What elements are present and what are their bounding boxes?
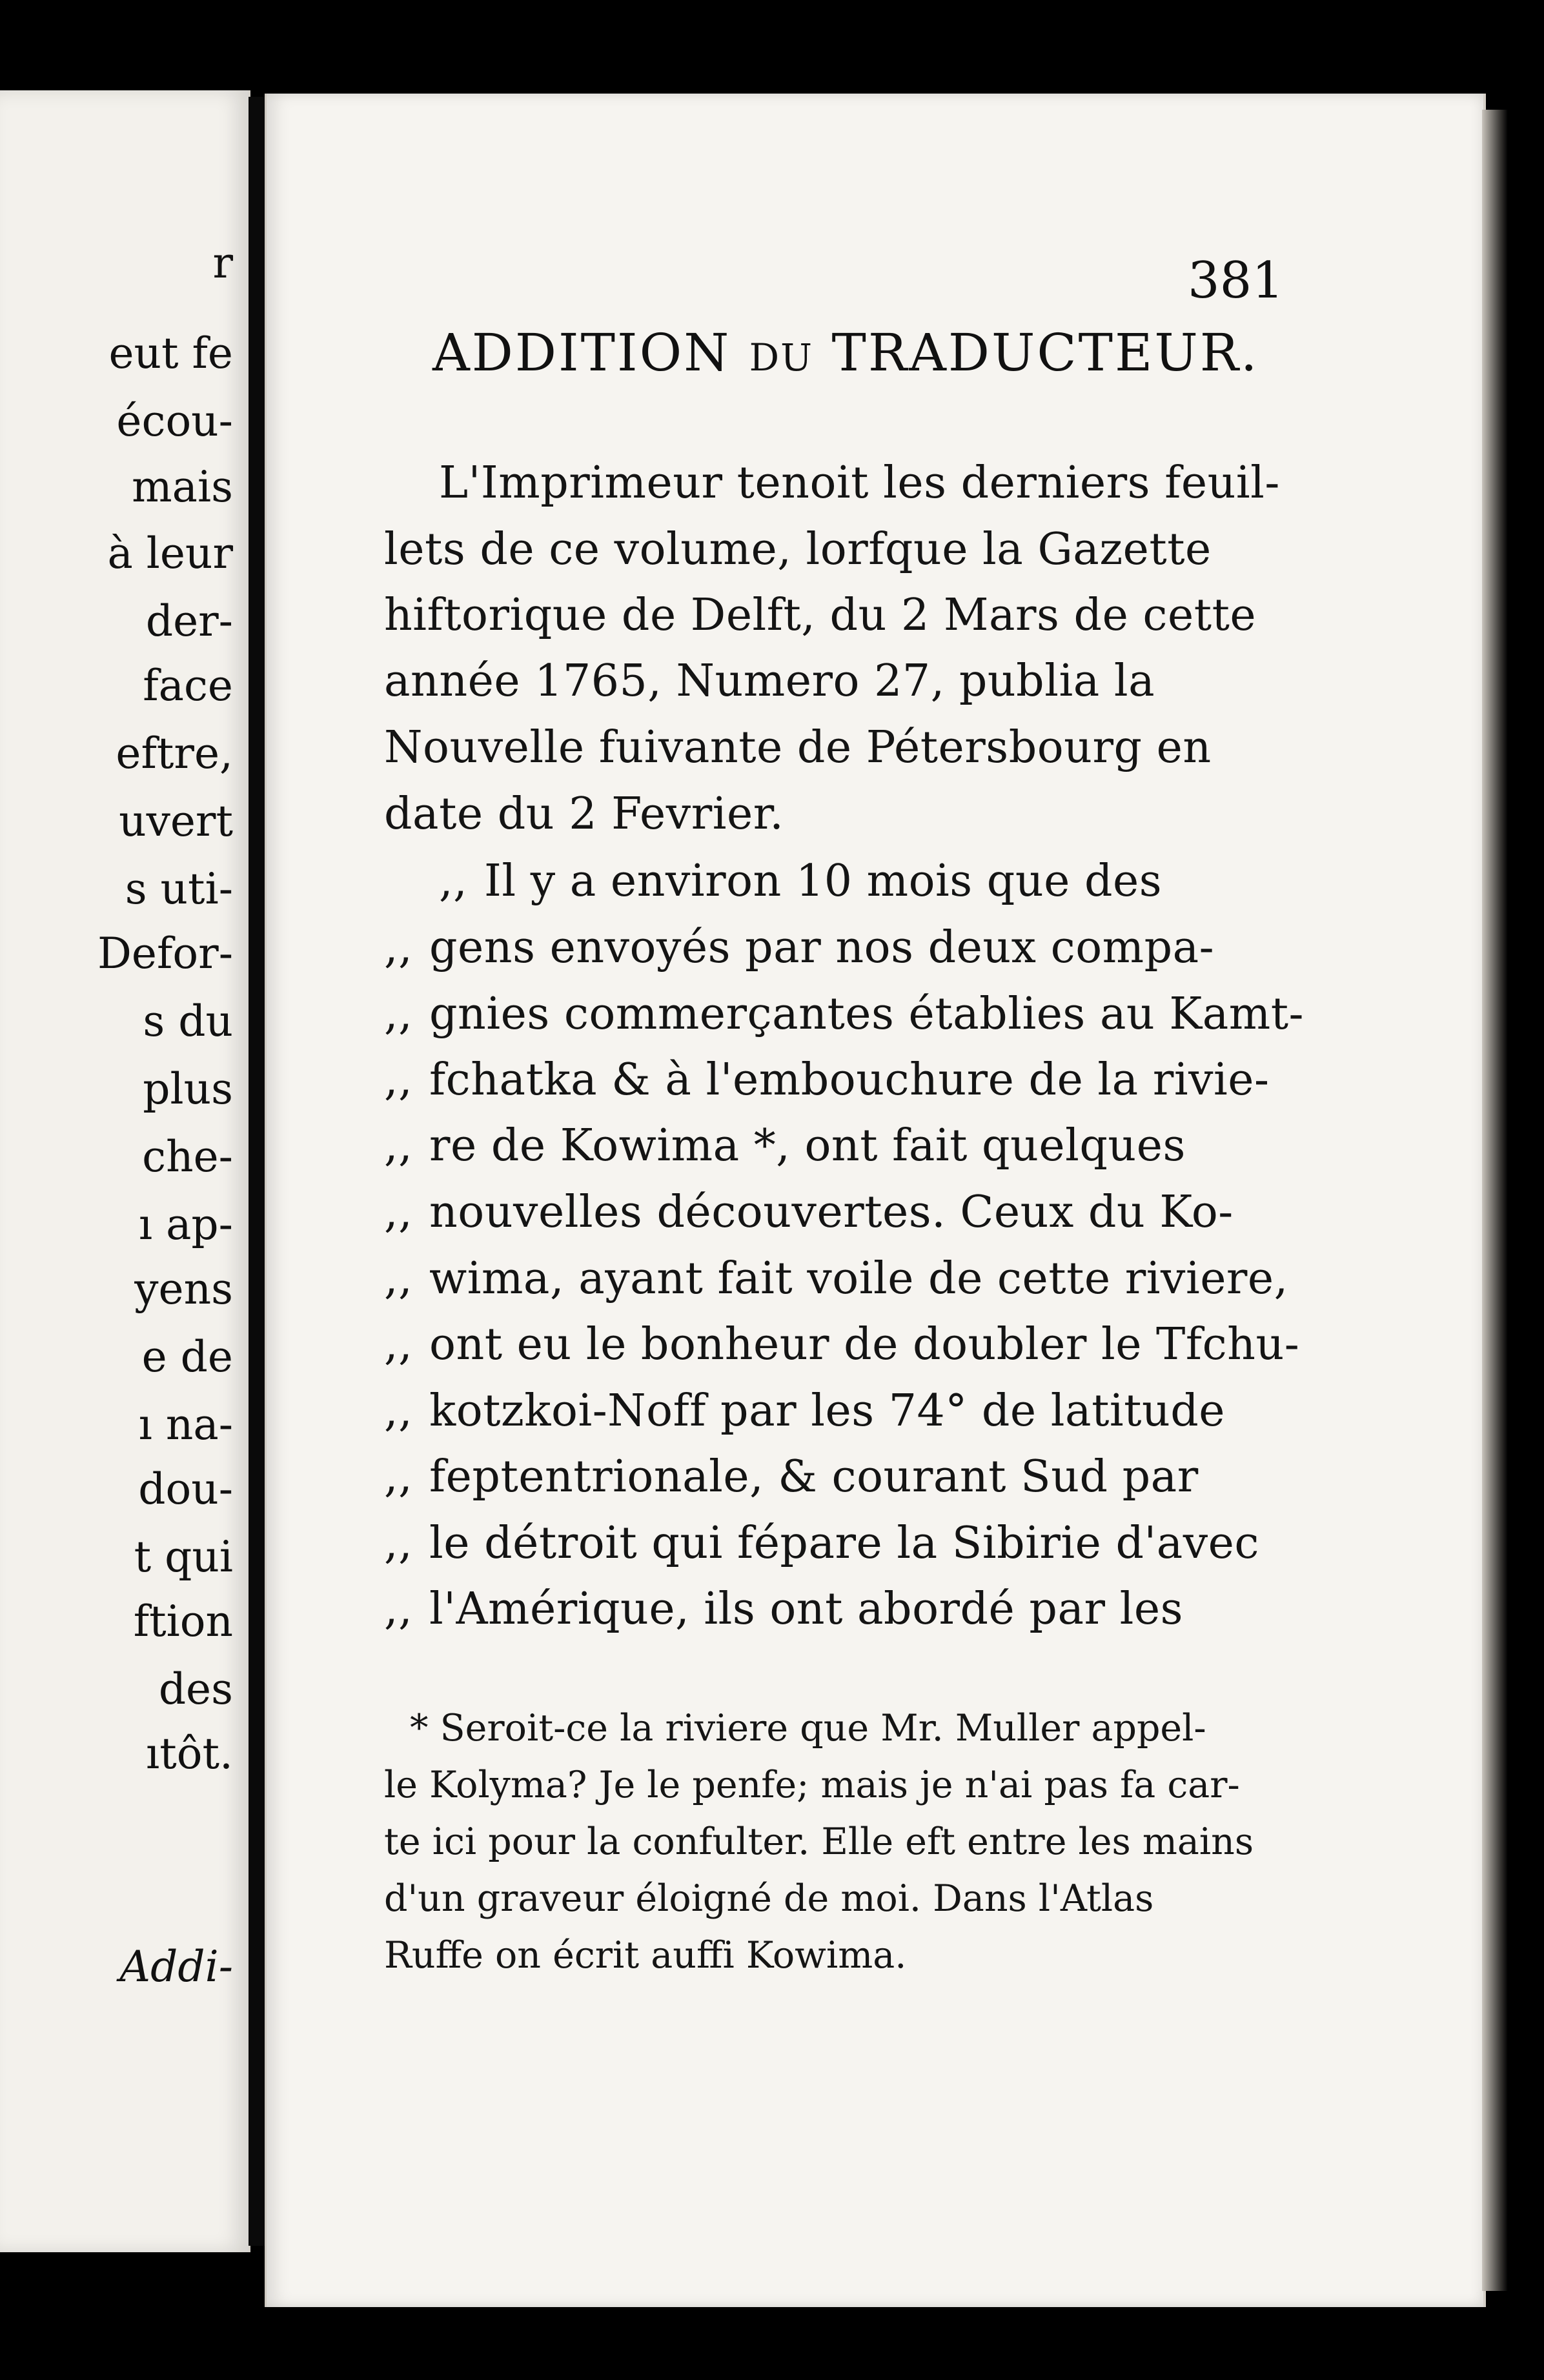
left-page-line: à leur [107,529,233,578]
left-page-line: yens [134,1264,233,1314]
quote-mark: ,, [384,1187,413,1238]
quote-line [384,1187,1234,1238]
quote-text: le détroit qui fépare la Sibirie d'avec [429,1518,1259,1569]
quote-text: Il y a environ 10 mois que des [484,856,1163,907]
heading-word-du: DU [749,336,814,379]
quote-mark: ,, [384,989,413,1040]
quote-line [384,922,1215,973]
quote-text: nouvelles découvertes. Ceux du Ko- [429,1187,1234,1238]
footnote-line: le Kolyma? Je le penfe; mais je n'ai pas fa car- [384,1764,1240,1806]
quote-text: gnies commerçantes établies au Kamt- [429,989,1305,1040]
left-page-line: dou- [138,1464,233,1514]
left-facing-page [0,90,250,2252]
quote-mark: ,, [384,1054,413,1105]
quote-line [384,1253,1288,1304]
footnote-line: Ruffe on écrit auffi Kowima. [384,1934,907,1977]
footnote-line: d'un graveur éloigné de moi. Dans l'Atlas [384,1877,1154,1920]
quote-text: feptentrionale, & courant Sud par [429,1451,1199,1502]
left-page-line: s du [143,996,233,1046]
quote-line [384,1584,1183,1635]
quote-line [384,1386,1226,1437]
quote-mark: ,, [384,1319,413,1370]
intro-line: hiftorique de Delft, du 2 Mars de cette [384,590,1257,641]
left-page-line: uvert [119,796,233,846]
left-page-line: ftion [133,1597,233,1646]
left-page-line: plus [143,1064,233,1114]
quote-text: gens envoyés par nos deux compa- [429,922,1215,973]
intro-line: date du 2 Fevrier. [384,789,784,840]
heading-word-traducteur: TRADUCTEUR. [831,323,1259,383]
footnote-line: * Seroit-ce la riviere que Mr. Muller appel- [410,1707,1206,1750]
quote-line [384,989,1305,1040]
quote-line [384,1451,1199,1502]
intro-line: lets de ce volume, lorfque la Gazette [384,524,1212,575]
quote-text: wima, ayant fait voile de cette riviere, [429,1253,1288,1304]
quote-mark: ,, [384,922,413,973]
quote-mark: ,, [384,1451,413,1502]
quote-line [439,856,1163,907]
left-page-line: ı na- [138,1400,233,1449]
left-page-line: ıtôt. [146,1729,233,1779]
footnote-line: te ici pour la confulter. Elle eft entre les mains [384,1820,1254,1863]
left-page-line: Addi- [119,1942,233,1992]
page-number: 381 [1188,252,1284,310]
quote-mark: ,, [384,1120,413,1171]
quote-mark: ,, [384,1584,413,1635]
quote-line [384,1518,1259,1569]
intro-line: L'Imprimeur tenoit les derniers feuil- [439,458,1280,509]
left-page-line: ı ap- [139,1200,233,1249]
page-edge-shadow [1482,110,1508,2291]
quote-mark: ,, [384,1253,413,1304]
quote-text: fchatka & à l'embouchure de la rivie- [429,1054,1270,1105]
left-page-line: écou- [116,396,233,446]
left-page-line: des [158,1664,233,1714]
heading-word-addition: ADDITION [432,323,731,383]
quote-line [384,1120,1186,1171]
section-heading [432,323,1259,383]
intro-line: année 1765, Numero 27, publia la [384,656,1155,707]
left-page-line: mais [132,462,233,512]
left-page-line: r [212,238,233,288]
left-page-line: eftre, [116,729,233,778]
quote-line [384,1319,1300,1370]
left-page-line: Defor- [97,929,233,978]
intro-line: Nouvelle fuivante de Pétersbourg en [384,722,1212,773]
left-page-line: e de [141,1332,233,1382]
left-page-line: t qui [134,1532,233,1582]
quote-text: ont eu le bonheur de doubler le Tfchu- [429,1319,1300,1370]
quote-text: re de Kowima *, ont fait quelques [429,1120,1186,1171]
left-page-line: s uti- [125,864,233,914]
quote-line [384,1054,1270,1105]
quote-mark: ,, [439,856,468,907]
quote-mark: ,, [384,1518,413,1569]
left-page-line: der- [145,596,233,646]
quote-text: l'Amérique, ils ont abordé par les [429,1584,1183,1635]
quote-mark: ,, [384,1386,413,1437]
left-page-line: face [143,661,233,711]
quote-text: kotzkoi-Noff par les 74° de latitude [429,1386,1226,1437]
left-page-line: eut fe [108,328,233,378]
left-page-line: che- [142,1132,233,1182]
